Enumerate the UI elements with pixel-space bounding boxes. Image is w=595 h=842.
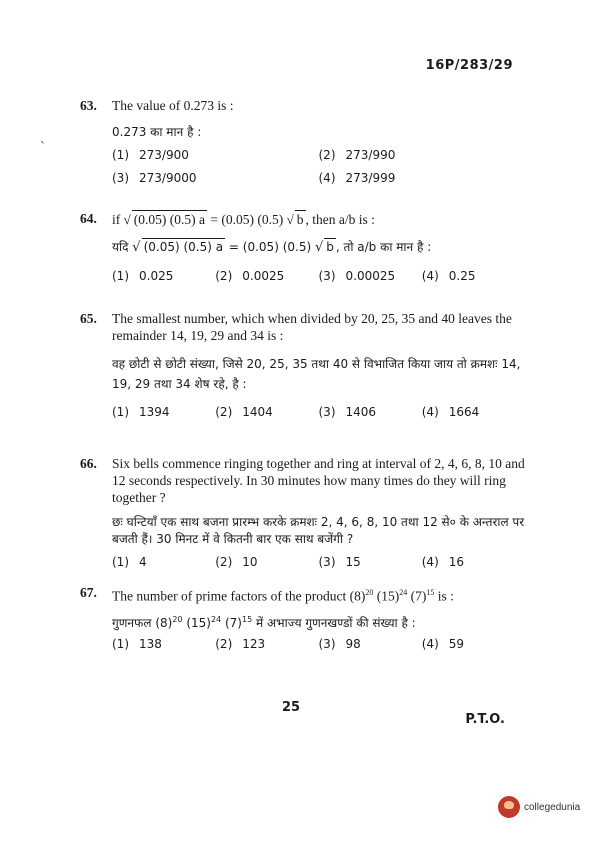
options (112, 268, 525, 285)
options (112, 554, 525, 571)
option-1[interactable]: (1) 0.025 (112, 269, 174, 283)
question-text-en: The value of 0.273 is : (112, 98, 234, 113)
question-number: 65. (80, 311, 97, 326)
question-63 (80, 97, 525, 193)
question-text-en: if √ (0.05) (0.5) a = (0.05) (0.5) √ b , then a/b is : (112, 212, 375, 227)
watermark-logo (498, 796, 580, 818)
page-number: 25 (282, 700, 301, 715)
paper-code: 16P/283/29 (425, 58, 513, 73)
question-text-en: Six bells commence ringing together and ring at interval of 2, 4, 6, 8, 10 and 12 seconds respectively. In 30 minutes how many times do they will ring together ? (112, 456, 525, 505)
option-2[interactable]: (2) 1404 (215, 405, 273, 419)
option-4[interactable]: (4) 0.25 (421, 269, 476, 283)
option-3[interactable]: (3) 0.00025 (318, 269, 396, 283)
question-text-hi: छः घन्टियाँ एक साथ बजना प्रारम्भ करके क्रमशः 2, 4, 6, 8, 10 तथा 12 से० के अन्तराल पर बजती हैं। 30 मिनट में वे कितनी बार एक साथ बजेंगी ? (112, 515, 525, 546)
pto-label: P.T.O. (465, 712, 505, 727)
question-text-hi: यदि √ (0.05) (0.5) a = (0.05) (0.5) √ b , तो a/b का मान है : (112, 240, 432, 255)
options (112, 147, 525, 193)
watermark-text: collegedunia (524, 801, 581, 813)
options (112, 404, 525, 421)
collegedunia-logo-icon (498, 796, 520, 818)
option-2[interactable]: (2) 0.0025 (215, 269, 285, 283)
question-66 (80, 455, 525, 571)
tick-mark: ` (40, 140, 46, 154)
question-number: 67. (80, 585, 97, 600)
question-text-hi: गुणनफल $(8)^{20}$ $(15)^{24}$ $(7)^{15}$ में अभाज्य गुणनखण्डों की संख्या है : (112, 614, 416, 630)
option-1[interactable]: (1) 4 (112, 555, 147, 569)
option-1[interactable]: (1) 1394 (112, 405, 170, 419)
radicand: (0.05) (0.5) a (133, 212, 205, 227)
options (112, 636, 525, 653)
question-number: 63. (80, 98, 97, 113)
question-text-en: The number of prime factors of the product $(8)^{20}$ $(15)^{24}$ $(7)^{15}$ is : (112, 588, 454, 604)
option-2[interactable]: (2) 273/990 (318, 148, 396, 162)
option-2[interactable]: (2) 123 (215, 636, 266, 651)
question-text-hi: 0.273 का मान है : (112, 125, 202, 139)
option-4[interactable]: (4) 59 (421, 636, 465, 651)
option-4[interactable]: (4) 273/999 (318, 171, 396, 185)
question-number: 64. (80, 211, 97, 226)
question-64 (80, 210, 525, 285)
question-text-hi: वह छोटी से छोटी संख्या, जिसे 20, 25, 35 तथा 40 से विभाजित किया जाय तो क्रमशः 14, 19, 29 तथा 34 शेष रहे, है : (112, 357, 521, 391)
option-3[interactable]: (3) 1406 (318, 405, 377, 419)
option-2[interactable]: (2) 10 (215, 555, 258, 569)
question-number: 66. (80, 456, 97, 471)
question-65 (80, 310, 525, 421)
question-text-en: The smallest number, which when divided by 20, 25, 35 and 40 leaves the remainder 14, 19, 29 and 34 is : (112, 311, 512, 343)
option-3[interactable]: (3) 15 (318, 555, 361, 569)
option-4[interactable]: (4) 1664 (421, 405, 480, 419)
option-3[interactable]: (3) 273/9000 (112, 171, 197, 185)
question-67 (80, 584, 525, 653)
option-1[interactable]: (1) 273/900 (112, 148, 189, 162)
option-3[interactable]: (3) 98 (318, 636, 361, 651)
option-4[interactable]: (4) 16 (421, 555, 465, 569)
option-1[interactable]: (1) 138 (112, 636, 162, 651)
